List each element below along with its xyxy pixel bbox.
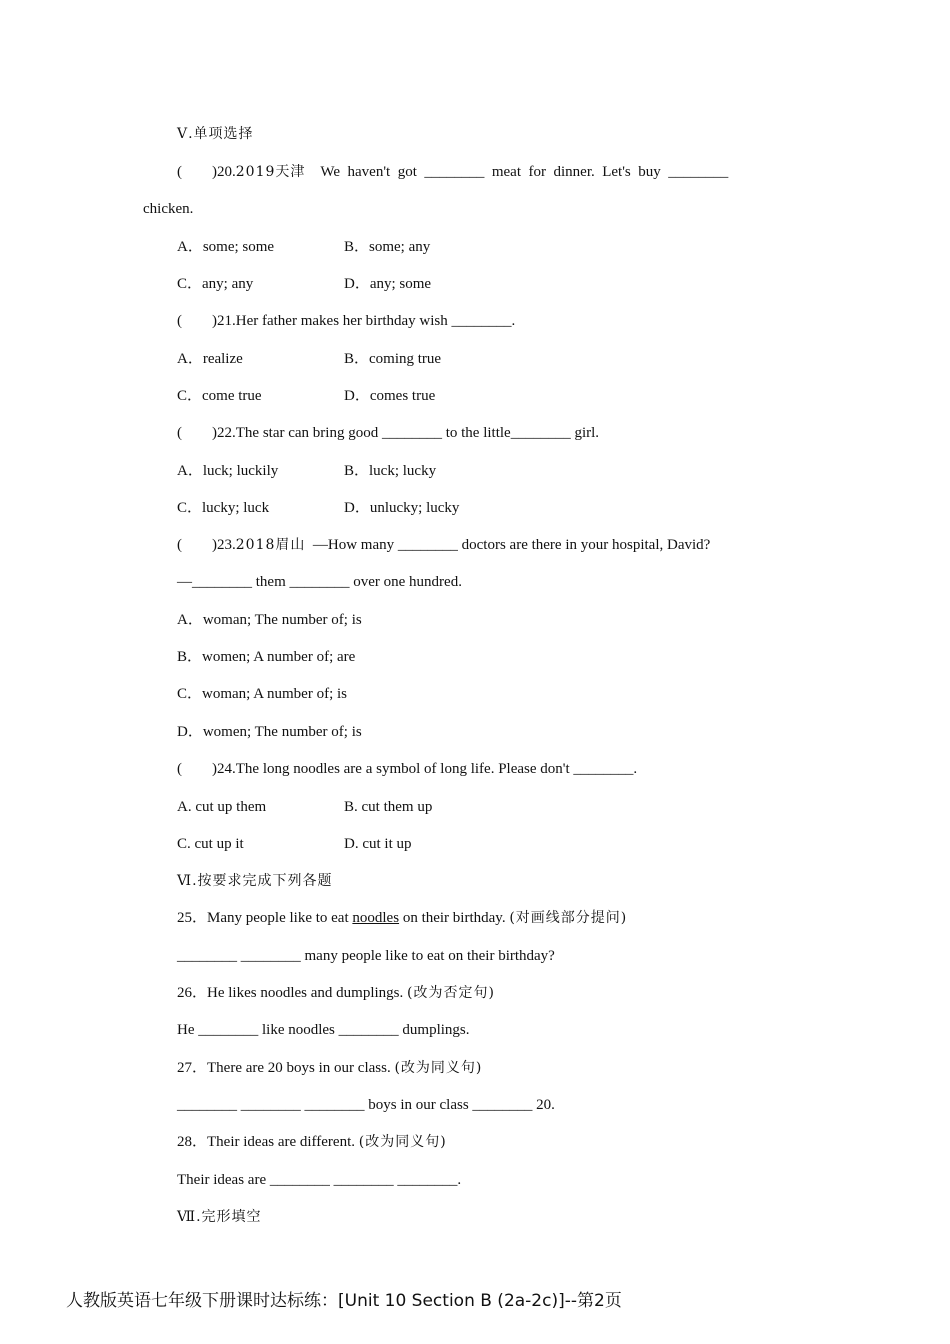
option-c: C．woman; A number of; is: [177, 686, 347, 702]
question-text-post: on their birthday.: [399, 910, 510, 926]
option-b: B．coming true: [344, 351, 442, 367]
question-text: 21.Her father makes her birthday wish ________.: [217, 313, 516, 329]
question-text: There are 20 boys in our class.: [207, 1060, 395, 1076]
option-a: A. cut up them: [177, 799, 267, 815]
question-text: He likes noodles and dumplings.: [207, 985, 407, 1001]
instruction-note: (改为同义句): [394, 1060, 483, 1076]
option-b: B．luck; lucky: [344, 463, 437, 479]
question-23: [177, 535, 710, 555]
question-number: 20.: [217, 164, 236, 180]
question-21: [177, 311, 515, 331]
answer-paren: ( ): [177, 425, 217, 441]
answer-paren: ( ): [177, 761, 217, 777]
option-c: C．any; any: [177, 276, 254, 292]
question-20: [177, 162, 728, 182]
question-number: 26．: [177, 985, 208, 1001]
option-c: C．come true: [177, 388, 262, 404]
answer-paren: ( ): [177, 164, 217, 180]
section-title-vi: Ⅵ.按要求完成下列各题: [177, 873, 333, 889]
instruction-note: (对画线部分提问): [509, 910, 628, 926]
question-24: [177, 759, 637, 779]
option-b: B．women; A number of; are: [177, 649, 356, 665]
answer-line: Their ideas are ________ ________ ________.: [177, 1172, 462, 1188]
option-d: D．any; some: [344, 276, 432, 292]
underlined-word: noodles: [352, 910, 400, 926]
page-footer: 人教版英语七年级下册课时达标练：[Unit 10 Section B (2a-2c)]--第2页: [66, 1291, 622, 1311]
instruction-note: (改为同义句): [358, 1134, 447, 1150]
section-title-v: Ⅴ.单项选择: [177, 126, 254, 142]
question-text: Their ideas are different.: [207, 1134, 359, 1150]
answer-line: He ________ like noodles ________ dumplings.: [177, 1022, 470, 1038]
option-d: D. cut it up: [344, 836, 412, 852]
answer-paren: ( ): [177, 313, 217, 329]
instruction-note: (改为否定句): [407, 985, 495, 1001]
answer-paren: ( ): [177, 537, 217, 553]
option-a: A．luck; luckily: [177, 463, 279, 479]
question-number: 23.: [217, 537, 236, 553]
question-25: [177, 908, 627, 928]
option-c: C. cut up it: [177, 836, 244, 852]
option-b: B. cut them up: [344, 799, 433, 815]
question-27: [177, 1058, 482, 1078]
option-a: A．woman; The number of; is: [177, 612, 362, 628]
question-number: 25．: [177, 910, 208, 926]
question-28: [177, 1132, 447, 1152]
option-d: D．women; The number of; is: [177, 724, 362, 740]
question-text: 24.The long noodles are a symbol of long life. Please don't ________.: [217, 761, 638, 777]
question-23-cont: —________ them ________ over one hundred.: [177, 574, 462, 590]
question-text: We haven't got ________ meat for dinner. Let's buy ________: [320, 164, 729, 180]
question-20-cont: chicken.: [143, 201, 194, 217]
option-d: D．unlucky; lucky: [344, 500, 460, 516]
question-text: 22.The star can bring good ________ to the little________ girl.: [217, 425, 600, 441]
option-a: A．some; some: [177, 239, 275, 255]
answer-line: ________ ________ many people like to eat on their birthday?: [177, 948, 555, 964]
option-c: C．lucky; luck: [177, 500, 270, 516]
option-a: A．realize: [177, 351, 243, 367]
answer-line: ________ ________ ________ boys in our class ________ 20.: [177, 1097, 555, 1113]
option-b: B．some; any: [344, 239, 431, 255]
option-d: D．comes true: [344, 388, 436, 404]
section-title-vii: Ⅶ.完形填空: [177, 1209, 262, 1225]
question-source: 2018眉山: [235, 537, 306, 553]
question-26: [177, 983, 495, 1003]
question-22: [177, 423, 599, 443]
question-source: 2019天津: [235, 164, 306, 180]
question-text: Many people like to eat: [207, 910, 353, 926]
question-text: —How many ________ doctors are there in your hospital, David?: [312, 537, 711, 553]
question-number: 28．: [177, 1134, 208, 1150]
question-number: 27．: [177, 1060, 208, 1076]
